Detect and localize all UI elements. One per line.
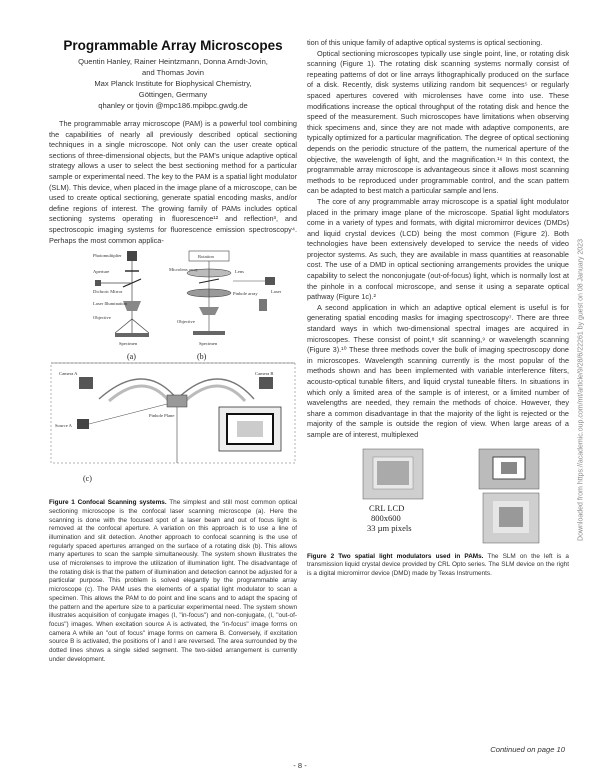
camera-b-label: Camera B <box>255 371 274 377</box>
photomultiplier-icon <box>127 251 137 261</box>
author-email: qhanley or tjovin @mpc186.mpibpc.gwdg.de <box>98 101 248 110</box>
camera-a-icon <box>79 377 93 389</box>
panel-a-label: (a) <box>127 352 136 362</box>
pinhole-label: Pinhole array <box>233 291 258 297</box>
objective-b-label: Objective <box>177 319 195 325</box>
slm-icon <box>167 395 187 407</box>
camera-b-icon <box>259 377 273 389</box>
specimen-icon <box>115 333 149 337</box>
objective-b-icon <box>199 307 219 315</box>
pinhole-plane-label: Pinhole Plane <box>149 413 175 419</box>
lens-label: Lens <box>235 269 244 275</box>
article-title: Programmable Array Microscopes <box>63 38 283 53</box>
page-number: - 8 - <box>293 761 307 770</box>
lcd-resolution: 800x600 <box>371 512 401 523</box>
affiliation-line-1: Max Planck Institute for Biophysical Chemistry, <box>94 79 252 88</box>
specimen-b-label: Specimen <box>199 341 218 347</box>
panel-b-label: (b) <box>197 352 207 362</box>
authors-line-2: and Thomas Jovin <box>142 68 204 77</box>
intro-body <box>49 119 297 246</box>
source-a-label: Source A <box>55 423 72 429</box>
figure-1b-rotating-disk <box>169 251 282 361</box>
authors-line-1: Quentin Hanley, Rainer Heintzmann, Donna Arndt-Jovin, <box>78 57 268 66</box>
laser-b-icon <box>265 277 275 285</box>
left-column <box>49 38 297 664</box>
figure-1 <box>49 249 297 499</box>
continued-note: Continued on page 10 <box>490 745 565 754</box>
figure-1-caption-title: Figure 1 Confocal Scanning systems. <box>49 499 167 507</box>
photomultiplier-label: Photomultiplier <box>93 253 122 259</box>
right-paragraph-4: A second application in which an adaptive optical element is useful is for generating spatial encoding masks for imaging spectroscopy⁷. There are three standard ways in which two-dimensional spectral images are acquired in microscopes. These consist of point,⁸ slit scanning,⁹ or wavelength scanning (Figure 3).¹⁰ These three methods cover the bulk of imaging spectroscopy done in microscopes. Wavelength scanning currently is the most popular of the methods shown and has been implemented with variable interference filters, acousto-optical tunable filters, and liquid crystal tuneable filters. In situations in which only a limited area of the sample is of interest, or a limited number of wavelengths are needed, they remain the methods of choice. However, they share a common disadvantage in that the majority of the light is rejected or the majority of the sample is outside the region of view. When large areas of a sample are of interest, multiplexed <box>307 302 569 439</box>
microlens-label: Microlens array <box>169 267 199 273</box>
objective-a-label: Objective <box>93 315 111 321</box>
panel-c-label: (c) <box>83 474 92 484</box>
figure-2 <box>307 447 569 551</box>
download-watermark-text: Downloaded from https://academic.oup.com/mt/article/9/28/6/22261 by guest on 08 January 2023 <box>577 239 585 541</box>
rotation-label: Rotation <box>198 254 214 260</box>
right-column <box>307 38 569 579</box>
lcd-label: CRL LCD <box>369 502 405 513</box>
figure-2-caption-body: The SLM on the left is a transmission liquid crystal device provided by CRL Opto series. The SLM device on the right is a digital micromirror device (DMD) made by Texas Instruments. <box>307 552 569 577</box>
right-paragraph-1: tion of this unique family of adaptive optical systems is optical sectioning. <box>307 38 543 47</box>
specimen-a-label: Specimen <box>119 341 138 347</box>
right-body <box>307 38 569 441</box>
figure-2-diagram <box>307 447 569 551</box>
source-a-icon <box>77 419 89 429</box>
figure-2-caption-title: Figure 2 Two spatial light modulators used in PAMs. <box>307 552 484 560</box>
figure-1-caption-body: The simplest and still most common optical sectioning microscope is the confocal laser scanning microscope (a). Here the scanning is done with the focused spot of a laser beam and out of focus light is removed at the confocal aperture. A variation on this approach is to use a line of illumination and slit detection. Another approach to confocal scanning is the use of regularly spaced apertures arranged on the surface of a rotating disk (b). This allows many apertures to scan the sample simultaneously. The system shown illustrates the use of microlenses to improve the utilization of illumination light. The disadvantage of the rotating disk is that the pattern of illumination and detection cannot be adjusted for a particular purpose. This problem is solved elegantly by the programmable array microscope (c). The PAM uses the elements of a spatial light modulator to scan a specimen. This allows the PAM to do point and line scans and to adapt the spacing of the pattern and the aperture size to a particular experimental need. The system shown illustrates acquisition of conjugate images (I, "in-focus") and non-conjugate, (I, "out-of-focus") images. When excitation source A is activated, the "in-focus" image forms on camera A while an "out of focus" image forms on camera B. Conversely, if excitation source B is activated, the positions of I and I are reversed. The area surrounded by the dotted lines shows a single sided segment. The two-sided arrangement is currently under development. <box>49 499 297 663</box>
affiliation-line-2: Göttingen, Germany <box>138 90 208 99</box>
figure-2-caption <box>307 553 569 579</box>
figure-1-diagram <box>49 249 297 499</box>
laser-icon <box>95 280 101 286</box>
figure-1a-confocal-laser <box>93 251 149 361</box>
camera-a-label: Camera A <box>59 371 78 377</box>
intro-paragraph: The programmable array microscope (PAM) is a powerful tool combining the capabilities of nearly all previously described optical sectioning techniques in a single microscope. Not only can the user create optical sections of three-dimensional objects, but the PAM's unique adaptive optical strategy allows a user to select the best sectioning method for a particular sample or experimental need. The key to the PAM is a spatial light modulator (SLM). This device, when placed in the image plane of a microscope, can be used to create optical sectioning, generate spatial encoding masks, and/or define regions of interest. The growing family of PAMs includes optical sectioning systems operating in fluorescence¹² and reflection³, and spectroscopic imaging systems for fluorescence emission spectroscopy⁴. Perhaps the most common applica- <box>49 119 297 245</box>
eyepiece-icon <box>259 299 267 311</box>
laser-label: Laser <box>271 289 282 295</box>
dichroic-label: Dichroic Mirror <box>93 289 123 295</box>
laser-illum-label: Laser Illumination <box>93 301 128 307</box>
aperture-label: Aperture <box>93 269 110 275</box>
figure-1c-pam <box>51 363 295 483</box>
figure-1-caption <box>49 499 297 664</box>
lcd-pixel-size: 33 µm pixels <box>367 522 412 533</box>
right-paragraph-3: The core of any programmable array microscope is a spatial light modulator placed in the primary image plane of the microscope. Spatial light modulators come in a variety of types and formats, with digital micromirror devices (DMDs) and liquid crystal devices (LCD) being the most common (Figure 2). Both technologies have been extensively developed to service the needs of video projector systems. As such, they are available in mass quantities at reasonable cost. The use of a DMD in optical sectioning arrangements provides the unique capability to select the nonconjugate (out-of-focus) light, which is normally lost at the pinhole in a confocal microscope, and sense it using a separate optical pathway (Figure 1c).² <box>307 196 569 302</box>
right-paragraph-2: Optical sectioning microscopes typically use single point, line, or rotating disk scanning (Figure 1). The rotating disk scanning systems normally consist of repeating patterns of dot or line arrays lithographically produced on the surface of a disk. Recently, disk systems utilizing random bit sequences⁵ or regularly spaced apertures covered with microlenses have come into use. These modifications increase the optical throughput of the rotating disk and hence the speed of the measurement. Such microscopes have limitations when observing thick specimens and, since they are not made with adaptive components, are typically optimized for a particular magnification. The degree of optical sectioning depends on the periodic structure of the pattern, the numerical aperture of the objective, the wavelength of light, and the magnification.¹⁶ In this context, the programmable array microscope is advantageous since it allows most scanning methods to be reproduced under programmable control, and the scan pattern can be adapted to best match a particular sample and lens. <box>307 48 569 196</box>
